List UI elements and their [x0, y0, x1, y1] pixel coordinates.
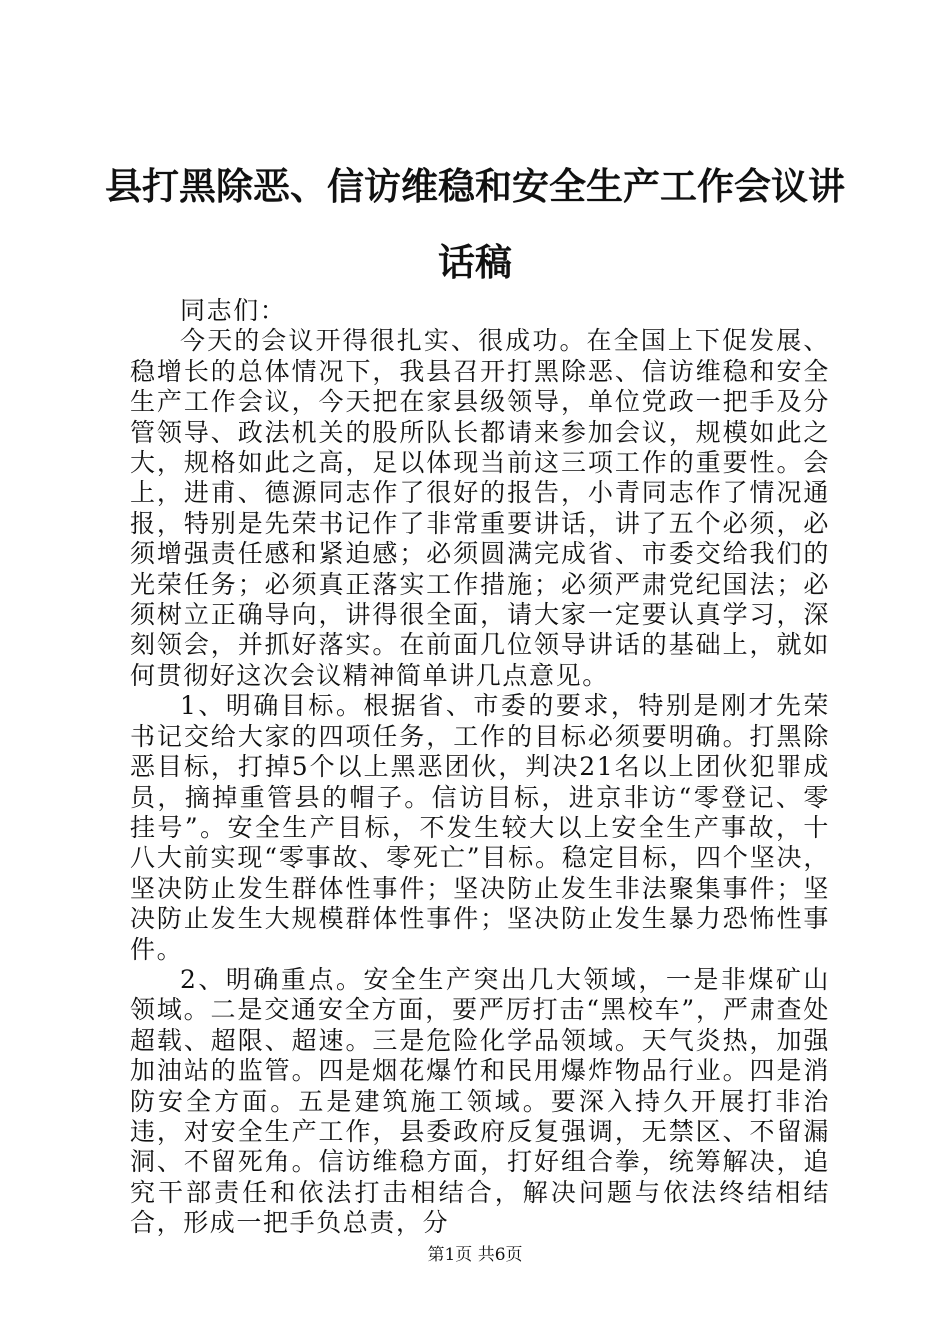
paragraph-intro: 今天的会议开得很扎实、很成功。在全国上下促发展、稳增长的总体情况下，我县召开打黑除恶、信访维稳和安全生产工作会议，今天把在家县级领导，单位党政一把手及分管领导、政法机关的股所队长都请来参加会议，规模如此之大，规格如此之高，足以体现当前这三项工作的重要性。会上，进甫、德源同志作了很好的报告，小青同志作了情况通报，特别是先荣书记作了非常重要讲话，讲了五个必须，必须增强责任感和紧迫感；必须圆满完成省、市委交给我们的光荣任务；必须真正落实工作措施；必须严肃党纪国法；必须树立正确导向，讲得很全面，请大家一定要认真学习，深刻领会，并抓好落实。在前面几位领导讲话的基础上，就如何贯彻好这次会议精神简单讲几点意见。 — [130, 326, 830, 690]
document-body — [130, 296, 830, 1239]
title-line-2: 话稿 — [438, 240, 512, 284]
document-title — [100, 148, 850, 300]
page-footer: 第1页 共6页 — [427, 1245, 523, 1265]
paragraph-goals: 1、明确目标。根据省、市委的要求，特别是刚才先荣书记交给大家的四项任务，工作的目标必须要明确。打黑除恶目标，打掉5个以上黑恶团伙，判决21名以上团伙犯罪成员，摘掉重管县的帽子。信访目标，进京非访“零登记、零挂号”。安全生产目标，不发生较大以上安全生产事故，十八大前实现“零事故、零死亡”目标。稳定目标，四个坚决，坚决防止发生群体性事件；坚决防止发生非法聚集事件；坚决防止发生大规模群体性事件；坚决防止发生暴力恐怖性事件。 — [130, 691, 830, 964]
paragraph-priorities: 2、明确重点。安全生产突出几大领域，一是非煤矿山领域。二是交通安全方面，要严厉打击“黑校车”，严肃查处超载、超限、超速。三是危险化学品领域。天气炎热，加强加油站的监管。四是烟花爆竹和民用爆炸物品行业。四是消防安全方面。五是建筑施工领域。要深入持久开展打非治违，对安全生产工作，县委政府反复强调，无禁区、不留漏洞、不留死角。信访维稳方面，打好组合拳，统筹解决，追究干部责任和依法打击相结合，解决问题与依法终结相结合，形成一把手负总责，分 — [130, 964, 830, 1238]
title-line-1: 县打黑除恶、信访维稳和安全生产工作会议讲 — [105, 164, 845, 208]
salutation: 同志们： — [180, 296, 287, 325]
